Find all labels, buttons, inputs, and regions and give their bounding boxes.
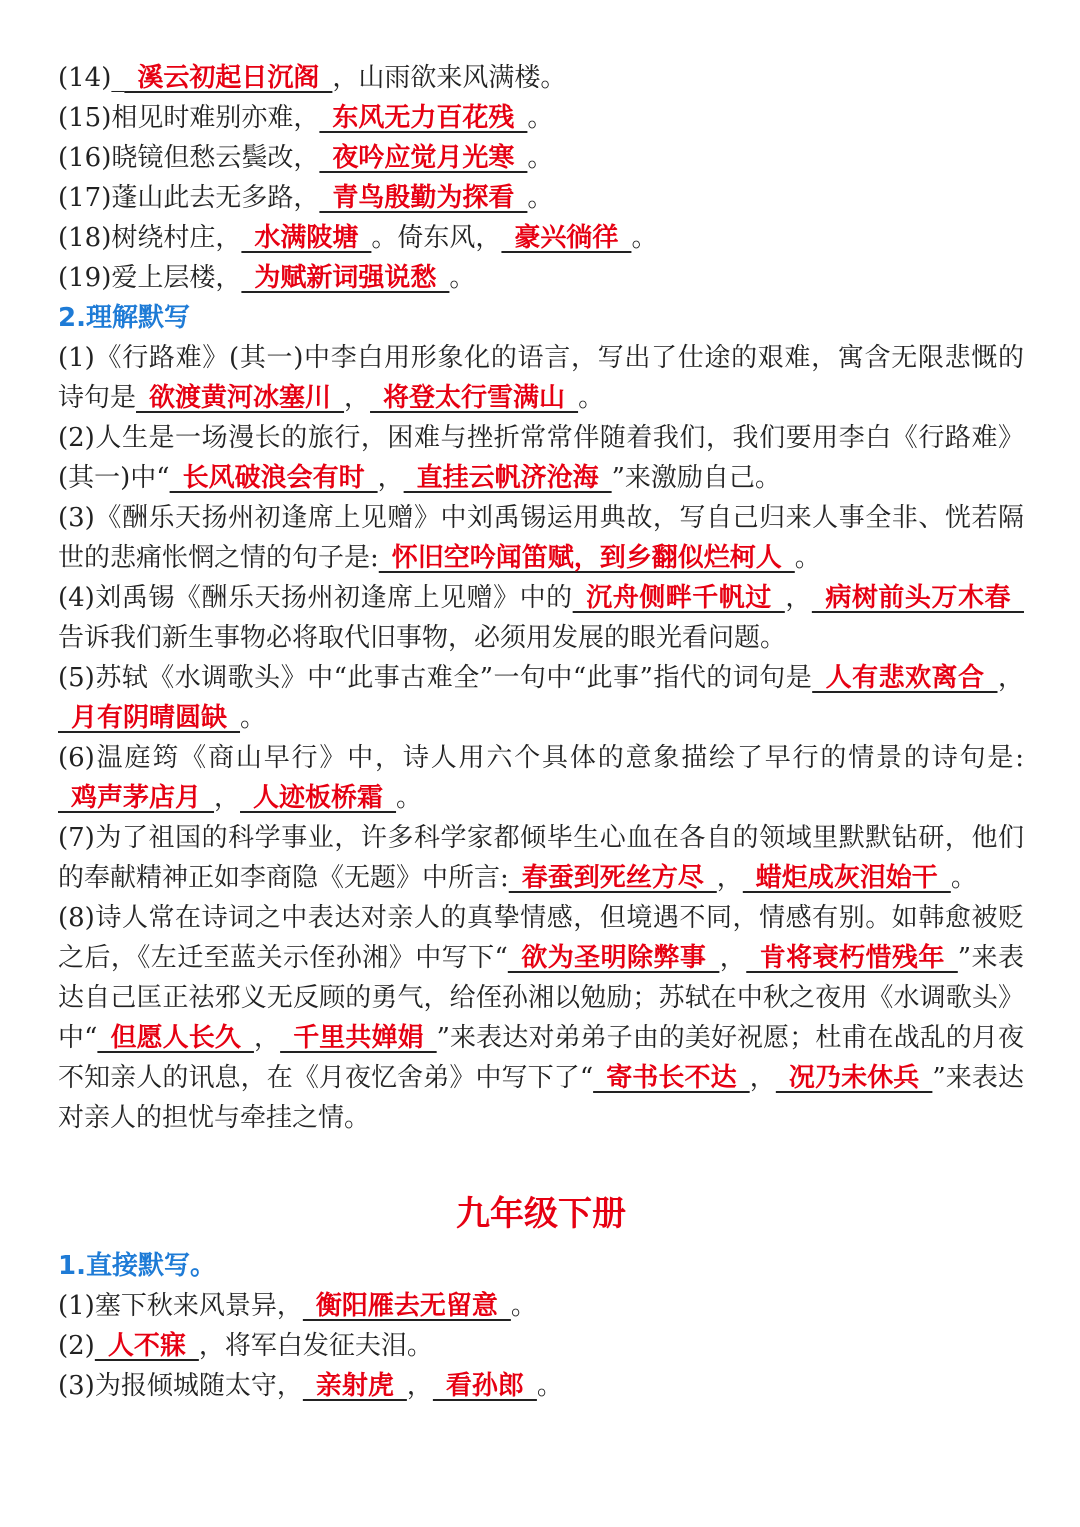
question-text: ， bbox=[784, 583, 812, 613]
question-number: (4) bbox=[58, 583, 95, 613]
question-text: 相见时难别亦难， bbox=[111, 103, 320, 133]
question-text: 。 bbox=[527, 103, 554, 133]
question-text: 。 bbox=[950, 863, 977, 893]
answer-blank: 况乃未休兵 bbox=[775, 1063, 933, 1093]
question-item bbox=[58, 218, 1024, 258]
answer-blank: 青鸟殷勤为探看 bbox=[319, 183, 528, 213]
question-item bbox=[58, 338, 1024, 418]
understanding-dictation-list bbox=[58, 338, 1024, 1138]
question-text: 蓬山此去无多路， bbox=[111, 183, 320, 213]
question-text: 。 bbox=[510, 1291, 537, 1321]
answer-blank: 看孙郎 bbox=[432, 1371, 537, 1401]
question-text: 为了祖国的科学事业，许多科学家都倾毕生心血在各自的领域里默默钻研，他们的奉献精神正如李商隐《无题》中所言: bbox=[58, 823, 1024, 893]
question-item bbox=[58, 1326, 1024, 1366]
question-text: 树绕村庄， bbox=[111, 223, 242, 253]
answer-blank: 将登太行雪满山 bbox=[370, 383, 579, 413]
question-text: 为报倾城随太守， bbox=[94, 1371, 303, 1401]
section-heading-direct: 1.直接默写。 bbox=[58, 1251, 216, 1281]
answer-blank: 春蚕到死丝方尽 bbox=[508, 863, 717, 893]
question-text: 诗人常在诗词之中表达对亲人的真挚情感，但境遇不同，情感有别。如韩愈被贬之后，《左迁至蓝关示侄孙湘》中写下“ bbox=[58, 903, 1024, 973]
answer-blank: 但愿人长久 bbox=[97, 1023, 254, 1053]
answer-blank: 人有悲欢离合 bbox=[812, 663, 998, 693]
answer-blank: 蜡炬成灰泪始干 bbox=[742, 863, 951, 893]
question-text: 苏轼《水调歌头》中“此事古难全”一句中“此事”指代的词句是 bbox=[94, 663, 813, 693]
question-number: (2) bbox=[58, 423, 95, 453]
question-text: 温庭筠《商山早行》中，诗人用六个具体的意象描绘了早行的情景的诗句是: bbox=[94, 743, 1024, 773]
question-text: ， bbox=[749, 1063, 776, 1093]
question-number: (18) bbox=[58, 223, 112, 253]
answer-blank: 病树前头万木春 bbox=[811, 583, 1024, 613]
answer-blank: 为赋新词强说愁 bbox=[241, 263, 450, 293]
question-text: ”来表达对亲人的担忧与牵挂之情。 bbox=[58, 1063, 1024, 1133]
question-text: ”来表达自己匡正祛邪义无反顾的勇气，给侄孙湘以勉励；苏轼在中秋之夜用《水调歌头》中“ bbox=[58, 943, 1024, 1053]
question-number: (1) bbox=[58, 1291, 95, 1321]
question-item bbox=[58, 138, 1024, 178]
question-text: 。倚东风， bbox=[371, 223, 502, 253]
worksheet-page bbox=[58, 58, 1024, 1406]
question-text: 。 bbox=[527, 143, 554, 173]
question-text: 。 bbox=[527, 183, 554, 213]
answer-blank: 直挂云帆济沧海 bbox=[403, 463, 612, 493]
grade-title: 九年级下册 bbox=[456, 1194, 626, 1234]
question-text: 爱上层楼， bbox=[111, 263, 242, 293]
question-item bbox=[58, 1366, 1024, 1406]
question-number: (2) bbox=[58, 1331, 95, 1361]
question-item bbox=[58, 498, 1024, 578]
question-text: 塞下秋来风景异， bbox=[94, 1291, 303, 1321]
answer-blank: 衡阳雁去无留意 bbox=[302, 1291, 511, 1321]
question-text: 。 bbox=[631, 223, 658, 253]
question-text: 刘禹锡《酬乐天扬州初逢席上见赠》中的 bbox=[94, 583, 573, 613]
question-text: 。 bbox=[536, 1371, 563, 1401]
question-text: ， bbox=[377, 463, 404, 493]
question-text: ， bbox=[344, 383, 371, 413]
answer-blank: 千里共婵娟 bbox=[280, 1023, 437, 1053]
answer-blank: 肯将衰朽惜残年 bbox=[746, 943, 958, 973]
question-number: (5) bbox=[58, 663, 95, 693]
answer-blank: 东风无力百花残 bbox=[319, 103, 528, 133]
answer-blank: 寄书长不达 bbox=[593, 1063, 750, 1093]
question-text: _ bbox=[111, 63, 125, 93]
question-item bbox=[58, 178, 1024, 218]
question-text: 。 bbox=[240, 703, 267, 733]
question-text: ”来表达对弟弟子由的美好祝愿；杜甫在战乱的月夜不知亲人的讯息，在《月夜忆舍弟》中写下了“ bbox=[58, 1023, 1024, 1093]
question-item bbox=[58, 58, 1024, 98]
question-item bbox=[58, 818, 1024, 898]
question-item bbox=[58, 1286, 1024, 1326]
question-text: 晓镜但愁云鬓改， bbox=[111, 143, 320, 173]
question-number: (1) bbox=[58, 343, 95, 373]
question-text: ， bbox=[214, 783, 241, 813]
section-heading-understanding: 2.理解默写 bbox=[58, 303, 190, 333]
answer-blank: 欲渡黄河冰塞川 bbox=[136, 383, 345, 413]
question-item bbox=[58, 418, 1024, 498]
question-number: (16) bbox=[58, 143, 112, 173]
question-number: (8) bbox=[58, 903, 95, 933]
answer-blank: 溪云初起日沉阁 bbox=[124, 63, 333, 93]
answer-blank: 夜吟应觉月光寒 bbox=[319, 143, 528, 173]
question-text: 人生是一场漫长的旅行，困难与挫折常常伴随着我们，我们要用李白《行路难》(其一)中“ bbox=[58, 423, 1024, 493]
question-number: (6) bbox=[58, 743, 95, 773]
question-text: 。 bbox=[794, 543, 821, 573]
answer-blank: 沉舟侧畔千帆过 bbox=[572, 583, 785, 613]
question-text: 告诉我们新生事物必将取代旧事物，必须用发展的眼光看问题。 bbox=[58, 623, 787, 653]
question-item bbox=[58, 578, 1024, 658]
answer-blank: 人迹板桥霜 bbox=[240, 783, 397, 813]
question-number: (7) bbox=[58, 823, 95, 853]
question-number: (17) bbox=[58, 183, 112, 213]
question-text: ， bbox=[719, 943, 747, 973]
direct-dictation-list bbox=[58, 1286, 1024, 1406]
answer-blank: 人不寐 bbox=[94, 1331, 199, 1361]
question-text: ， bbox=[997, 663, 1024, 693]
answer-blank: 怀旧空吟闻笛赋，到乡翻似烂柯人 bbox=[378, 543, 795, 573]
question-item bbox=[58, 258, 1024, 298]
answer-blank: 鸡声茅店月 bbox=[58, 783, 215, 813]
question-number: (14) bbox=[58, 63, 112, 93]
question-item bbox=[58, 98, 1024, 138]
question-item bbox=[58, 738, 1024, 818]
answer-blank: 月有阴晴圆缺 bbox=[58, 703, 241, 733]
answer-blank: 水满陂塘 bbox=[241, 223, 372, 253]
question-number: (3) bbox=[58, 503, 95, 533]
question-text: ，山雨欲来风满楼。 bbox=[332, 63, 567, 93]
question-number: (19) bbox=[58, 263, 112, 293]
question-text: ”来激励自己。 bbox=[611, 463, 781, 493]
question-text: ， bbox=[716, 863, 743, 893]
question-text: 《酬乐天扬州初逢席上见赠》中刘禹锡运用典故，写自己归来人事全非、恍若隔世的悲痛怅惘之情的句子是: bbox=[58, 503, 1024, 573]
question-text: ， bbox=[253, 1023, 281, 1053]
question-text: ， bbox=[406, 1371, 433, 1401]
question-text: ，将军白发征夫泪。 bbox=[198, 1331, 433, 1361]
question-number: (3) bbox=[58, 1371, 95, 1401]
question-item bbox=[58, 658, 1024, 738]
question-text: 。 bbox=[449, 263, 476, 293]
answer-blank: 亲射虎 bbox=[302, 1371, 407, 1401]
question-item bbox=[58, 898, 1024, 1138]
answer-blank: 豪兴徜徉 bbox=[501, 223, 632, 253]
question-text: 。 bbox=[396, 783, 423, 813]
question-text: 《行路难》(其一)中李白用形象化的语言，写出了仕途的艰难，寓含无限悲慨的诗句是 bbox=[58, 343, 1024, 413]
question-text: 。 bbox=[578, 383, 605, 413]
question-number: (15) bbox=[58, 103, 112, 133]
direct-dictation-list-continued bbox=[58, 58, 1024, 298]
answer-blank: 长风破浪会有时 bbox=[169, 463, 378, 493]
answer-blank: 欲为圣明除弊事 bbox=[507, 943, 720, 973]
